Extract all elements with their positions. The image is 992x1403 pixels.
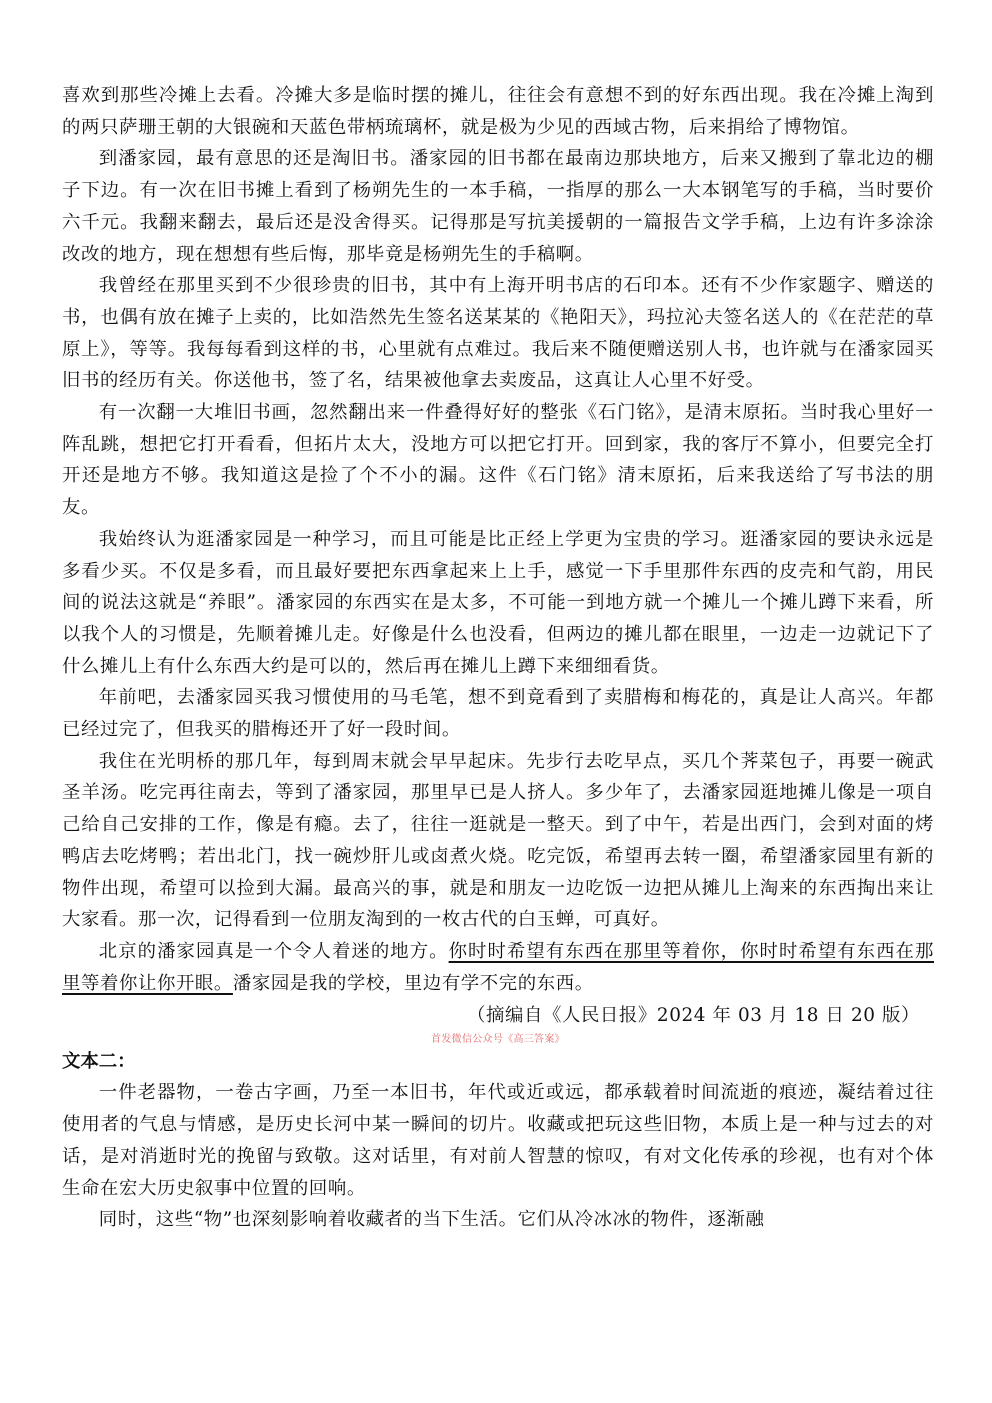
text2-paragraph-1: 一件老器物，一卷古字画，乃至一本旧书，年代或近或远，都承载着时间流逝的痕迹，凝结着过往使用者的气息与情感，是历史长河中某一瞬间的切片。收藏或把玩这些旧物，本质上是一种与过去的对话，是对消逝时光的挽留与致敬。这对话里，有对前人智慧的惊叹，有对文化传承的珍视，也有对个体生命在宏大历史叙事中位置的回响。 — [62, 1082, 934, 1199]
text2-title: 文本二： — [62, 1051, 136, 1073]
watermark-text: 首发微信公众号《高三答案》 — [431, 1034, 565, 1046]
paragraph-4: 有一次翻一大堆旧书画，忽然翻出来一件叠得好好的整张《石门铭》，是清末原拓。当时我心里好一阵乱跳，想把它打开看看，但拓片太大，没地方可以把它打开。回到家，我的客厅不算小，但要完全打开还是地方不够。我知道这是捡了个不小的漏。这件《石门铭》清末原拓，后来我送给了写书法的朋友。 — [62, 402, 934, 519]
paragraph-1: 喜欢到那些冷摊上去看。冷摊大多是临时摆的摊儿，往往会有意想不到的好东西出现。我在冷摊上淘到的两只萨珊王朝的大银碗和天蓝色带柄琉璃杯，就是极为少见的西域古物，后来捐给了博物馆。 — [62, 85, 934, 138]
paragraph-2: 到潘家园，最有意思的还是淘旧书。潘家园的旧书都在最南边那块地方，后来又搬到了靠北边的棚子下边。有一次在旧书摊上看到了杨朔先生的一本手稿，一指厚的那么一大本钢笔写的手稿，当时要价六千元。我翻来翻去，最后还是没舍得买。记得那是写抗美援朝的一篇报告文学手稿，上边有许多涂涂改改的地方，现在想想有些后悔，那毕竟是杨朔先生的手稿啊。 — [62, 148, 934, 265]
underlined-sentence: 你时时希望有东西在那里等着你，你时时希望有东西在那里等着你让你开眼。 — [62, 940, 934, 994]
source-citation: （摘编自《人民日报》2024 年 03 月 18 日 20 版） — [467, 1005, 920, 1027]
paragraph-8-end: 潘家园是我的学校，里边有学不完的东西。 — [232, 972, 594, 994]
paragraph-6: 年前吧，去潘家园买我习惯使用的马毛笔，想不到竟看到了卖腊梅和梅花的，真是让人高兴。年都已经过完了，但我买的腊梅还开了好一段时间。 — [62, 687, 934, 741]
paragraph-8-start: 北京的潘家园真是一个令人着迷的地方。 — [98, 940, 449, 962]
article-page — [62, 80, 934, 1236]
text2-paragraph-2: 同时，这些“物”也深刻影响着收藏者的当下生活。它们从冷冰冰的物件，逐渐融 — [98, 1209, 765, 1231]
paragraph-5: 我始终认为逛潘家园是一种学习，而且可能是比正经上学更为宝贵的学习。逛潘家园的要诀永远是多看少买。不仅是多看，而且最好要把东西拿起来上上手，感觉一下手里那件东西的皮壳和气韵，用民间的说法这就是“养眼”。潘家园的东西实在是太多，不可能一到地方就一个摊儿一个摊儿蹲下来看，所以我个人的习惯是，先顺着摊儿走。好像是什么也没看，但两边的摊儿都在眼里，一边走一边就记下了什么摊儿上有什么东西大约是可以的，然后再在摊儿上蹲下来细细看货。 — [62, 528, 934, 677]
paragraph-7: 我住在光明桥的那几年，每到周末就会早早起床。先步行去吃早点，买几个荠菜包子，再要一碗武圣羊汤。吃完再往南去，等到了潘家园，那里早已是人挤人。多少年了，去潘家园逛地摊儿像是一项自己给自己安排的工作，像是有瘾。去了，往往一逛就是一整天。到了中午，若是出西门，会到对面的烤鸭店去吃烤鸭；若出北门，找一碗炒肝儿或卤煮火烧。吃完饭，希望再去转一圈，希望潘家园里有新的物件出现，希望可以捡到大漏。最高兴的事，就是和朋友一边吃饭一边把从摊儿上淘来的东西掏出来让大家看。那一次，记得看到一位朋友淘到的一枚古代的白玉蝉，可真好。 — [62, 750, 934, 931]
paragraph-3: 我曾经在那里买到不少很珍贵的旧书，其中有上海开明书店的石印本。还有不少作家题字、赠送的书，也偶有放在摊子上卖的，比如浩然先生签名送某某的《艳阳天》，玛拉沁夫签名送人的《在茫茫的草原上》，等等。我每每看到这样的书，心里就有点难过。我后来不随便赠送别人书，也许就与在潘家园买旧书的经历有关。你送他书，签了名，结果被他拿去卖废品，这真让人心里不好受。 — [62, 275, 934, 392]
paragraph-8 — [62, 936, 934, 999]
